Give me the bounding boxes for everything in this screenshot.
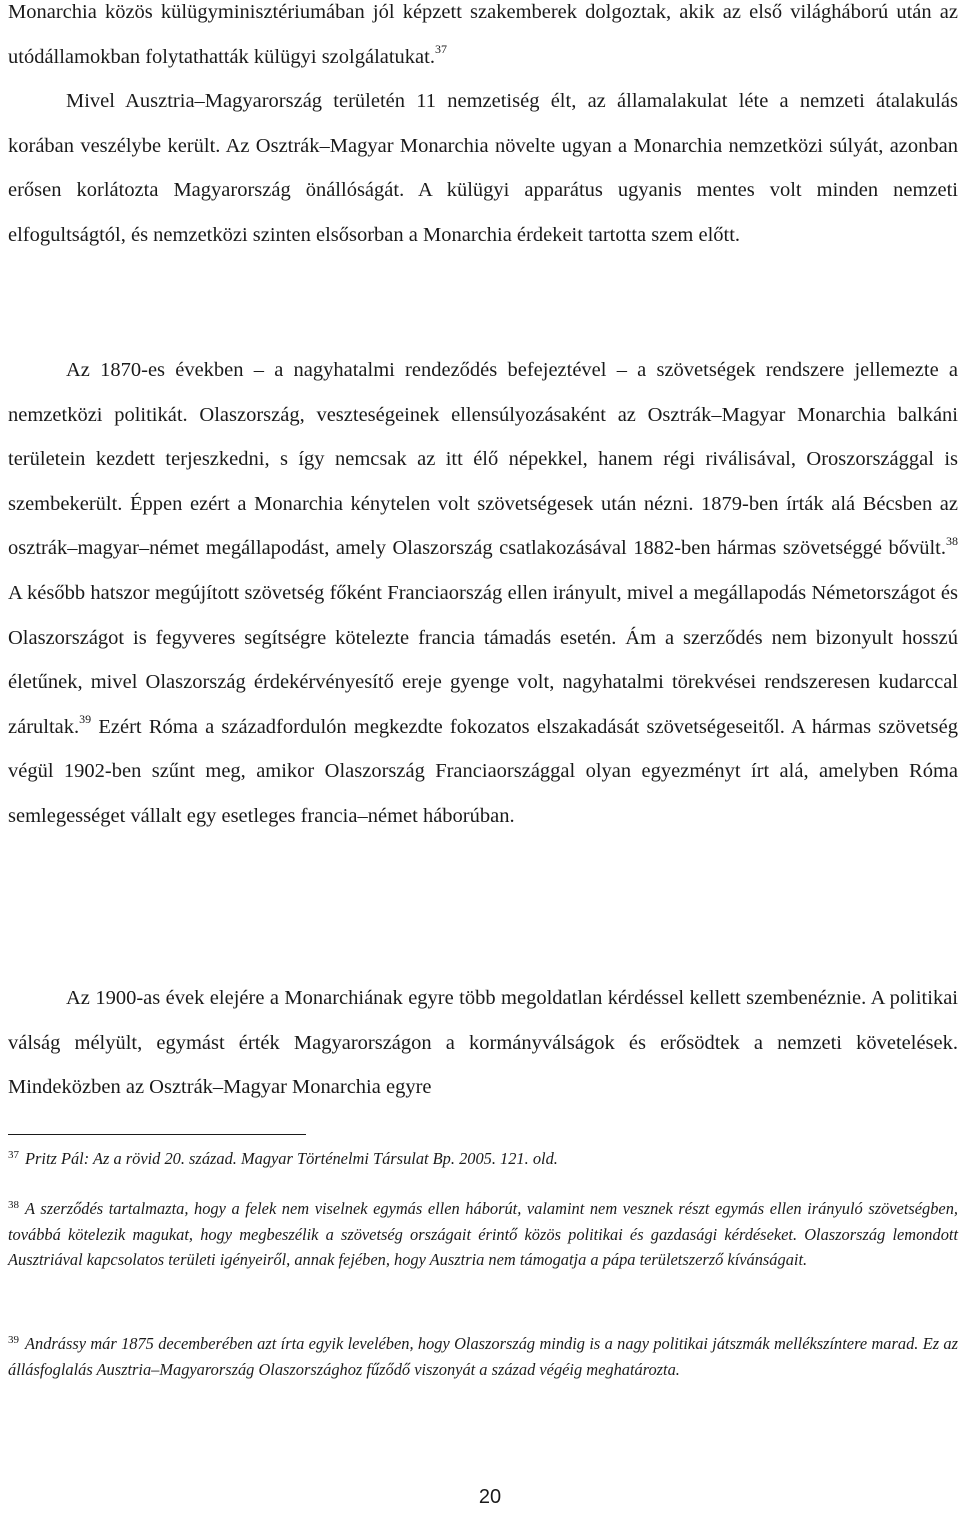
paragraph-2-text-b: A később hatszor megújított szövetség főként Franciaország ellen irányult, mivel a megállapodás Németországot és Olaszországot is fegyveres segítségre kötelezte francia támadás esetén. Ám a szerződés nem bizonyult hosszú életűnek, mivel Olaszország érdekérvényesítő ereje gyenge volt, nagyhatalmi törekvései rendszeresen kudarccal zárultak. [8, 581, 958, 738]
paragraph-2-text-c: Ezért Róma a századfordulón megkezdte fokozatos elszakadását szövetségeseitől. A hármas szövetség végül 1902-ben szűnt meg, amikor Olaszország Franciaországgal olyan egyezményt írt alá, amelyben Róma semlegességet vállalt egy esetleges francia–német háborúban. [8, 715, 959, 827]
footnote-ref-38: 38 [946, 533, 958, 548]
footnote-number-38: 38 [8, 1198, 19, 1211]
footnote-number-39: 39 [8, 1333, 19, 1346]
footnote-ref-39: 39 [79, 711, 92, 726]
footnote-39 [8, 1331, 958, 1382]
paragraph-1 [8, 0, 958, 258]
paragraph-1-continuation: Mivel Ausztria–Magyarország területén 11 nemzetiség élt, az államalakulat léte a nemzeti átalakulás korában veszélybe került. Az Osztrák–Magyar Monarchia növelte ugyan a Monarchia nemzetközi súlyát, azonban erősen korlátozta Magyarország önállóságát. A külügyi apparátus ugyanis mentes volt minden nemzeti elfogultságtól, és nemzetközi szinten elsősorban a Monarchia érdekeit tartotta szem előtt. [8, 90, 958, 246]
paragraph-2-text-a: Az 1870-es években – a nagyhatalmi rendeződés befejeztével – a szövetségek rendszere jellemezte a nemzetközi politikát. Olaszország, veszteségeinek ellensúlyozásaként az Osztrák–Magyar Monarchia balkáni területein kezdett terjeszkedni, s így nemcsak az itt élő népekkel, hanem régi riválisával, Oroszországgal is szembekerült. Éppen ezért a Monarchia kénytelen volt szövetségesek után nézni. 1879-ben írták alá Bécsben az osztrák–magyar–német megállapodást, amely Olaszország csatlakozásával 1882-ben hármas szövetséggé bővült. [8, 359, 958, 560]
footnote-ref-37: 37 [434, 41, 447, 56]
paragraph-2 [8, 348, 958, 839]
footnote-38 [8, 1196, 958, 1273]
footnote-separator [8, 1134, 306, 1135]
footnote-text-38: A szerződés tartalmazta, hogy a felek nem viselnek egymás ellen háborút, valamint nem vesznek részt egymás ellen irányuló szövetségben, továbbá kötelezik magukat, hogy megbeszélik a szövetség országait érintő közös politikai és gazdasági kérdéseket. Olaszország lemondott Ausztriával kapcsolatos területi igényeiről, annak fejében, hogy Ausztria nem támogatja a pápa területszerző kívánságait. [8, 1199, 958, 1270]
footnote-number-37: 37 [8, 1148, 19, 1161]
paragraph-3 [8, 976, 958, 1110]
footnote-text-39: Andrássy már 1875 decemberében azt írta egyik levelében, hogy Olaszország mindig is a nagy politikai játszmák mellékszíntere marad. Ez az állásfoglalás Ausztria–Magyarország Olaszországhoz fűződő viszonyát a század végéig meghatározta. [8, 1334, 958, 1379]
footnote-text-37: Pritz Pál: Az a rövid 20. század. Magyar Történelmi Társulat Bp. 2005. 121. old. [25, 1149, 558, 1168]
footnote-37 [8, 1146, 958, 1172]
paragraph-1-text: Monarchia közös külügyminisztériumában jól képzett szakemberek dolgoztak, akik az első világháború után az utódállamokban folytathatták külügyi szolgálatukat. [8, 1, 958, 68]
paragraph-3-text: Az 1900-as évek elejére a Monarchiának egyre több megoldatlan kérdéssel kellett szembenéznie. A politikai válság mélyült, egymást érték Magyarországon a kormányválságok és erősödtek a nemzeti követelések. Mindeközben az Osztrák–Magyar Monarchia egyre [8, 987, 958, 1099]
page-number: 20 [478, 1486, 502, 1508]
